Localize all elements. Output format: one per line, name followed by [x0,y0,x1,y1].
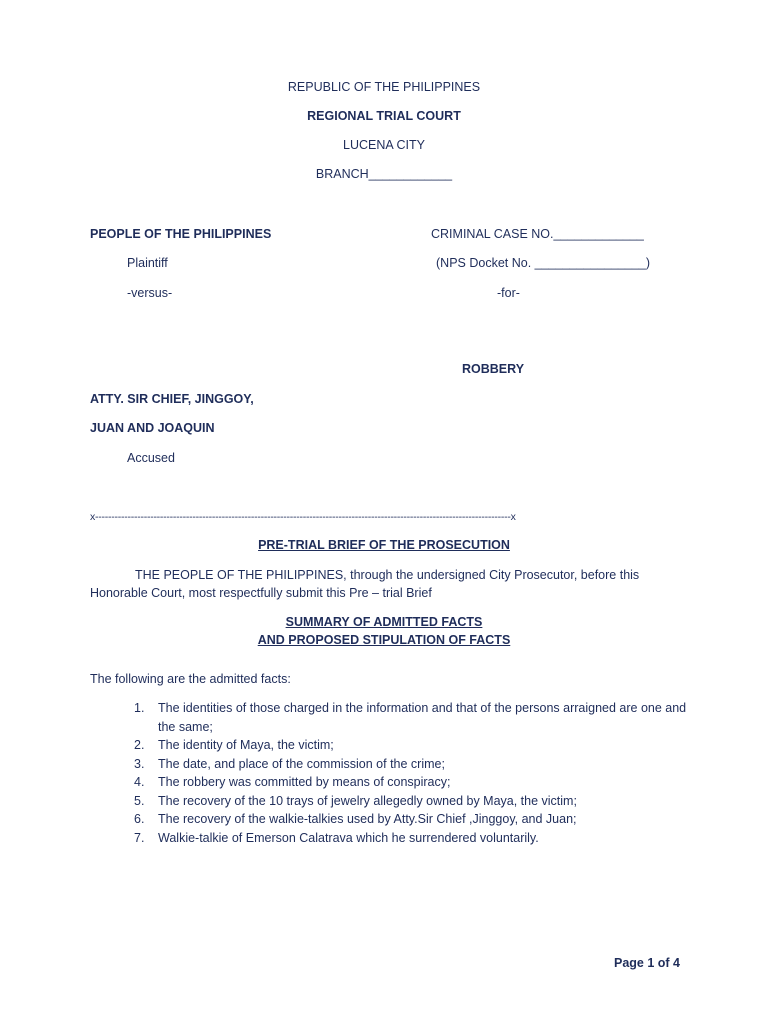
fact-item [134,773,694,792]
accused-names-line2: JUAN AND JOAQUIN [90,421,215,435]
intro-paragraph-line2: Honorable Court, most respectfully submit this Pre – trial Brief [90,586,432,600]
fact-text: The recovery of the walkie-talkies used by Atty.Sir Chief ,Jinggoy, and Juan; [158,812,577,826]
document-title-text: PRE-TRIAL BRIEF OF THE PROSECUTION [258,538,510,552]
fact-number: 7. [134,830,145,845]
fact-item [134,829,694,848]
admitted-facts-list [134,699,694,847]
fact-item [134,810,694,829]
republic-heading: REPUBLIC OF THE PHILIPPINES [287,80,481,94]
caption-separator: x--------------------------------------------------------------------------------------------------------------------------------x [90,511,516,523]
page-number: Page 1 of 4 [614,956,680,970]
versus-label: -versus- [127,286,173,300]
fact-text: Walkie-talkie of Emerson Calatrava which he surrendered voluntarily. [158,830,539,845]
document-title [0,537,768,553]
fact-number: 6. [134,812,145,826]
summary-heading-2-text: AND PROPOSED STIPULATION OF FACTS [257,633,511,647]
plaintiff-party: PEOPLE OF THE PHILIPPINES [90,227,272,241]
fact-item [134,736,694,755]
fact-item [134,699,694,736]
fact-item [134,792,694,811]
fact-number: 5. [134,793,145,808]
city-heading: LUCENA CITY [343,138,425,152]
fact-number: 3. [134,756,145,771]
fact-number: 2. [134,738,145,752]
summary-heading-2 [0,632,768,648]
fact-number: 1. [134,701,145,715]
fact-text: The robbery was committed by means of conspiracy; [158,775,451,789]
for-label: -for- [497,286,520,300]
offense-label: ROBBERY [462,362,525,376]
fact-text: The date, and place of the commission of the crime; [158,756,445,771]
facts-intro: The following are the admitted facts: [90,672,291,686]
summary-heading-1-text: SUMMARY OF ADMITTED FACTS [285,615,483,629]
accused-names-line1: ATTY. SIR CHIEF, JINGGOY, [90,392,254,406]
fact-text: The recovery of the 10 trays of jewelry allegedly owned by Maya, the victim; [158,793,577,808]
fact-text: The identity of Maya, the victim; [158,738,334,752]
plaintiff-role: Plaintiff [127,256,168,270]
fact-text: The identities of those charged in the information and that of the persons arraigned are one and the same; [158,701,687,734]
summary-heading-1 [0,614,768,630]
criminal-case-no: CRIMINAL CASE NO._____________ [431,227,644,241]
intro-paragraph-line1: THE PEOPLE OF THE PHILIPPINES, through the undersigned City Prosecutor, before this [135,568,640,582]
court-heading: REGIONAL TRIAL COURT [307,109,461,123]
fact-item [134,755,694,774]
branch-line: BRANCH____________ [315,167,453,181]
fact-number: 4. [134,775,145,789]
nps-docket-no: (NPS Docket No. ________________) [436,256,651,270]
accused-role: Accused [127,451,175,465]
